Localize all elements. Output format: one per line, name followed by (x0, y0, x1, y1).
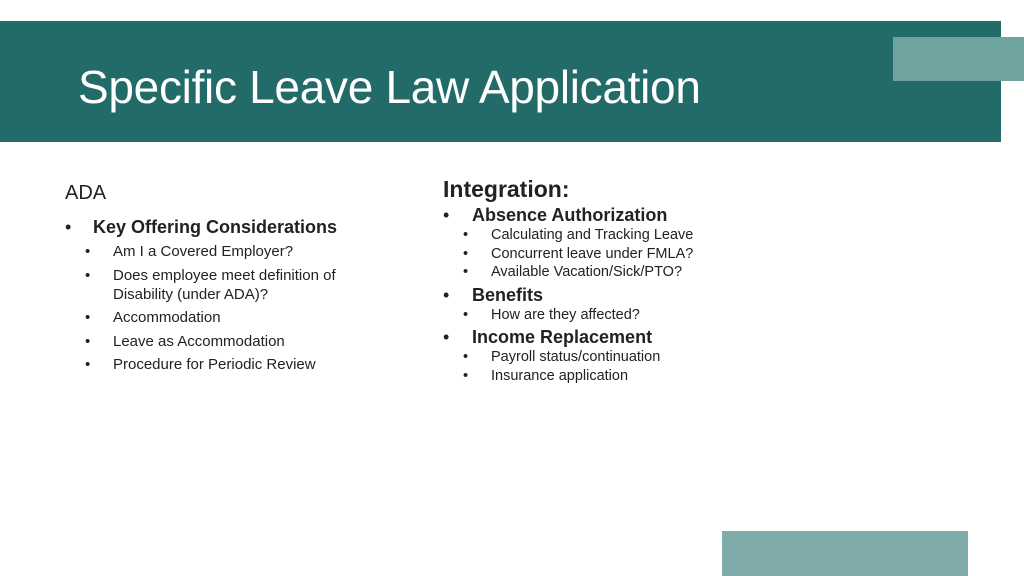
integration-heading: Integration: (443, 176, 570, 202)
integration-item (443, 284, 783, 306)
slide-title: Specific Leave Law Application (78, 61, 701, 113)
integration-column (443, 174, 783, 385)
ada-list (65, 216, 395, 374)
integration-subitem: • Payroll status/continuation (443, 348, 783, 367)
integration-list (443, 204, 783, 385)
ada-subitem: • Am I a Covered Employer? (65, 242, 395, 261)
integration-item-label: Income Replacement (472, 327, 653, 347)
integration-subitem: • Calculating and Tracking Leave (443, 226, 783, 245)
ada-item-label: Key Offering Considerations (93, 217, 338, 237)
ada-subitem: • Accommodation (65, 308, 395, 327)
accent-block-bottom (722, 531, 968, 576)
accent-block-top (893, 37, 1024, 81)
ada-subitem: • Leave as Accommodation (65, 332, 395, 351)
integration-subitem: • How are they affected? (443, 306, 783, 325)
integration-item (443, 204, 783, 226)
integration-subitem: • Available Vacation/Sick/PTO? (443, 263, 783, 282)
integration-subitem: • Insurance application (443, 367, 783, 386)
integration-item (443, 326, 783, 348)
integration-item-label: Absence Authorization (472, 205, 668, 225)
integration-subitem: • Concurrent leave under FMLA? (443, 245, 783, 264)
ada-subitem: • Procedure for Periodic Review (65, 355, 395, 374)
ada-heading: ADA (65, 182, 107, 204)
ada-column (65, 180, 395, 379)
integration-item-label: Benefits (472, 284, 544, 305)
ada-item (65, 216, 395, 238)
ada-subitem: • Does employee meet definition of Disability (under ADA)? (65, 266, 395, 304)
